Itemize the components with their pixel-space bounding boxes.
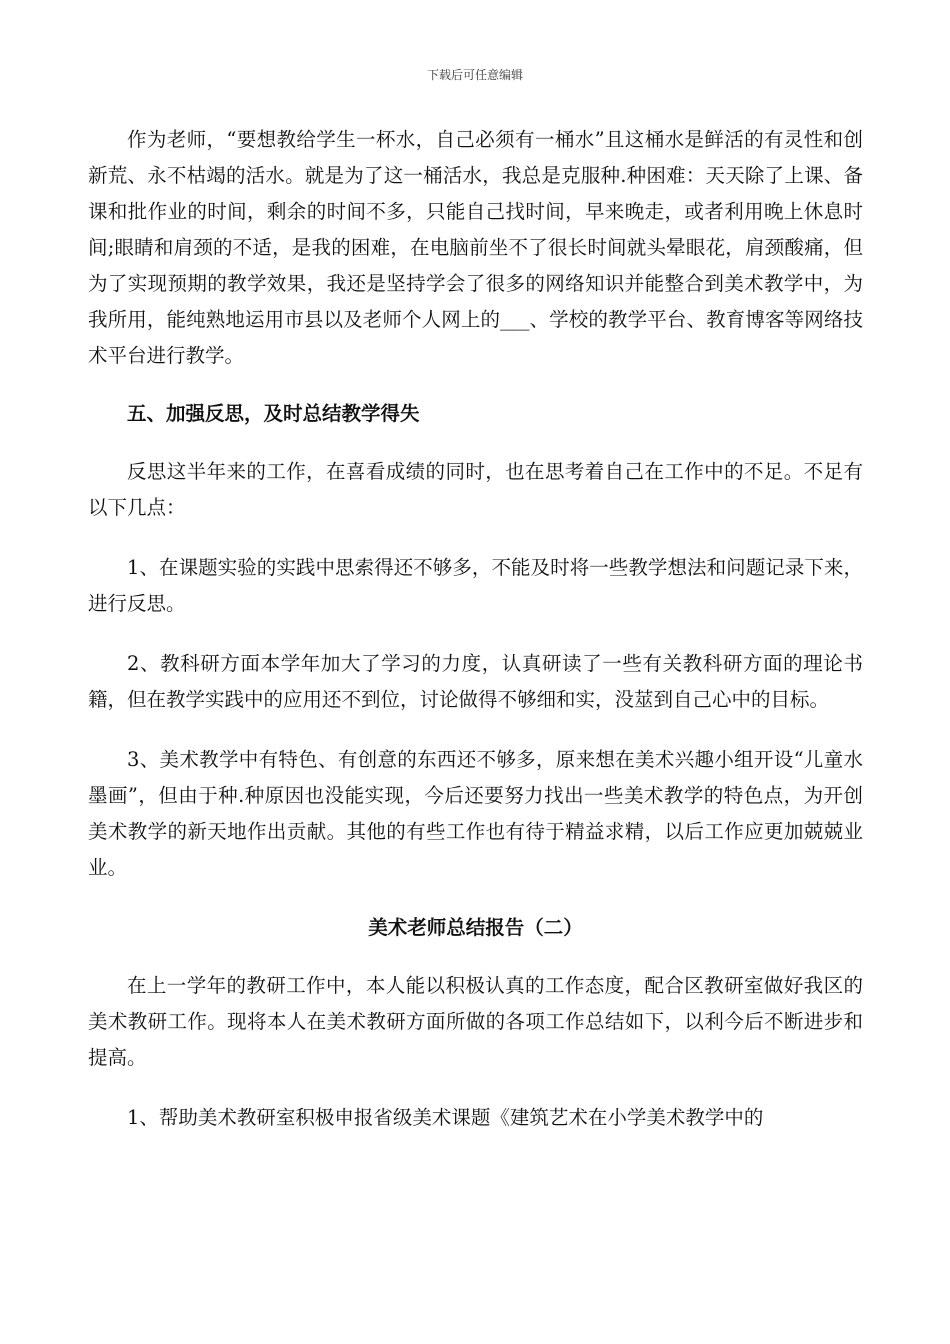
list-item-shortcoming-2: 2、教科研方面本学年加大了学习的力度，认真研读了一些有关教科研方面的理论书籍，但在教学实践中的应用还不到位，讨论做得不够细和实，没莁到自己心中的目标。 — [88, 652, 863, 711]
page-header: 下载后可任意编辑 — [426, 68, 523, 82]
report-title-two: 美术老师总结报告（二） — [368, 916, 583, 939]
paragraph-teacher-water: 作为老师，“要想教给学生一杯水，自己必须有一桶水”且这桶水是鲜活的有灵性和创新荒、永不枯竭的活水。就是为了这一桶活水，我总是克服种.种困难：天天除了上课、备课和批作业的时间，剩余的时间不多，只能自己找时间，早来晚走，或者利用晚上休息时间;眼睛和肩颈的不适，是我的困难，在电脑前坐不了很长时间就头晕眼花，肩颈酸痛，但为了实现预期的教学效果，我还是坚持学会了很多的网络知识并能整合到美术教学中，为我所用，能纯熟地运用市县以及老师个人网上的___、学校的教学平台、教育博客等网络技术平台进行教学。 — [88, 128, 863, 367]
list-item-shortcoming-1: 1、在课题实验的实践中思索得还不够多，不能及时将一些教学想法和问题记录下来，进行反思。 — [88, 556, 863, 615]
paragraph-report-intro: 在上一学年的教研工作中，本人能以积极认真的工作态度，配合区教研室做好我区的美术教研工作。现将本人在美术教研方面所做的各项工作总结如下，以利今后不断进步和提高。 — [88, 974, 863, 1069]
list-item-work-1: 1、帮助美术教研室积极申报省级美术课题《建筑艺术在小学美术教学中的 — [127, 1106, 764, 1129]
document-body — [88, 122, 863, 1136]
paragraph-reflection-intro: 反思这半年来的工作，在喜看成绩的同时，也在思考着自己在工作中的不足。不足有以下几点： — [88, 460, 863, 519]
list-item-shortcoming-3: 3、美术教学中有特色、有创意的东西还不够多，原来想在美术兴趣小组开设“儿童水墨画”，但由于种.种原因也没能实现，今后还要努力找出一些美术教学的特色点，为开创美术教学的新天地作出贡献。其他的有些工作也有待于精益求精，以后工作应更加兢兢业业。 — [88, 748, 863, 879]
section-heading-reflection: 五、加强反思，及时总结教学得失 — [127, 402, 420, 425]
